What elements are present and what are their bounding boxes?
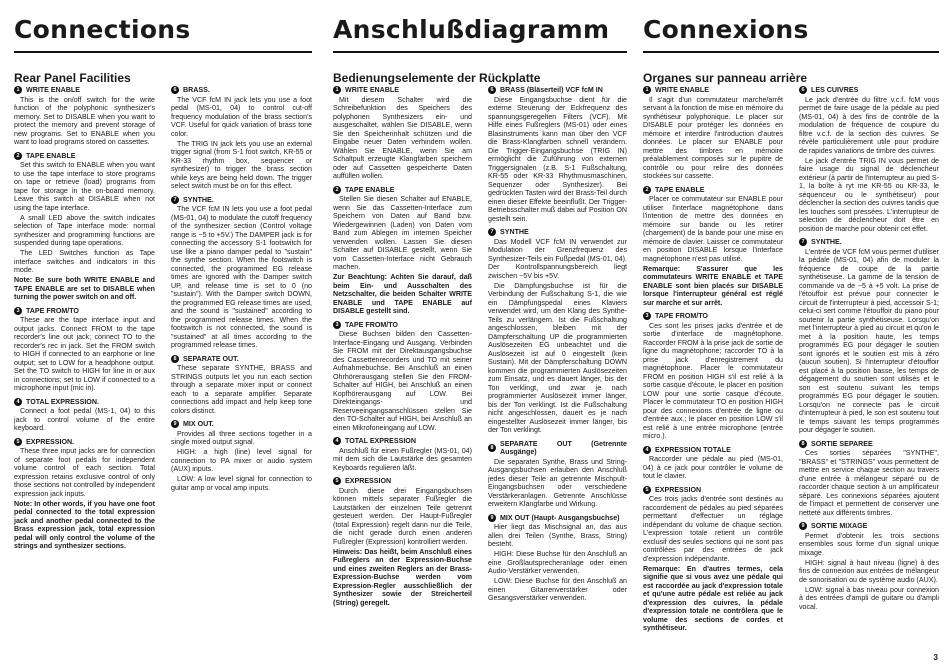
item-note: Note: In other words, if you have one foot pedal connected to the total expression jack and another pedal connected to the Brass expression jack, total expression pedal will only control the volume of the strings and synthesizer sections. bbox=[14, 499, 155, 550]
item-heading bbox=[14, 438, 155, 447]
item-heading bbox=[333, 477, 472, 486]
section-title: Connections bbox=[14, 15, 191, 44]
item-number-badge: 8 bbox=[799, 440, 807, 448]
control-item bbox=[14, 438, 155, 551]
item-number-badge: 7 bbox=[488, 228, 496, 236]
control-item bbox=[333, 321, 472, 433]
item-paragraph: Provides all three sections together in a single mixed output signal. bbox=[171, 429, 312, 446]
item-paragraph: Ces trois jacks d'entrée sont destinés au raccordement de pédales au pied séparées permettant d'effectuer un réglage indépendant du volume de chaque section. L'expression totale retient un contrôle exclusif des seules sections qui ne sont pas contrôlées par des entrées de jack d'expression indépendante. bbox=[643, 495, 783, 563]
item-paragraph: A small LED above the switch indicates selection of Tape interface mode: normal synthesizer and programming functions are suspended during tape operations. bbox=[14, 213, 155, 247]
item-paragraph: Die separaten Synthe, Brass und String-Ausgangsbuchsen erlauben den Anschluß jedes dieser Teile an getrennte Mischpult-Eingangsbuchsen oder verschiedene Verstärkeranlagen. Getrennte Anschlüsse erweitern Klangfarbe und Wirkung. bbox=[488, 457, 627, 508]
item-paragraph: HIGH: Diese Buchse für den Anschluß an eine Großlautsprecheranlage oder einen Audio-Verstärker verwenden. bbox=[488, 550, 627, 575]
item-title: EXPRESSION. bbox=[26, 437, 75, 446]
item-number-badge: 8 bbox=[488, 444, 496, 452]
control-item bbox=[171, 355, 312, 416]
item-heading bbox=[488, 514, 627, 523]
control-item bbox=[333, 437, 472, 472]
item-title: LES CUIVRES bbox=[811, 86, 859, 94]
item-title: WRITE ENABLE bbox=[26, 86, 80, 94]
control-item bbox=[643, 186, 783, 308]
item-paragraph: Diese Buchsen bilden den Cassetten-Interface-Eingang und Ausgang. Verbinden Sie FROM mit der Direktausgangsbuchse des Cassettenrecorders und TO mit seiner Aufnahmebuchse. Bei Anschluß an einen Ohrhörerausgang stellen Sie den FROM-Schalter auf HIGH, bei Anschluß an einen Kopfhörerausgang auf LOW. Bei Direkteingangs- und Reserveeingangsanschlüssen stellen Sie den TO-Schalter auf HIGH, bei Anschluß an einen Mikrofoneingang auf LOW. bbox=[333, 330, 472, 432]
text-column bbox=[14, 86, 155, 664]
item-number-badge: 6 bbox=[171, 86, 179, 94]
item-paragraph: L'entrée de VCF fcM vous permet d'utiliser la pédale (MS-01, 04) afin de moduler la fréquence de coupe de la partie synthétiseuse. La gamme de la tension de commande va de −5 à +5 volt. La prise de l'étouffoir est prévue pour connecter le circuit de l'interrupteur à pied, accessoir S-1; celui-ci sert comme l'étouffoir du piano pour soutenir la partie synthétiseuse. Lorsqu'on met l'interrupteur à pied au circuit et qu'on le met à la position haute, les temps programmés EG pour dégager le soutien sont ignorés et le soutien est mis à zéro (aucun soutien). Si l'interrupteur d'étouffoir est placé à la position basse, les temps de dégagement du soutien sont utilisés et le son est soutenu suivant les temps programmés EG pour dégager le soutien. Lorsqu'on ne connecte pas le circuit d'interrupteur à pied, le son est soutenu tout le temps suivant les temps programmés pour dégager le soutien. bbox=[799, 247, 939, 434]
text-column bbox=[171, 86, 312, 664]
item-heading bbox=[171, 355, 312, 364]
section-heading: Rear Panel Facilities bbox=[14, 71, 131, 85]
item-heading bbox=[14, 307, 155, 316]
item-heading bbox=[171, 196, 312, 205]
item-title: TAPE ENABLE bbox=[26, 151, 76, 160]
title-rule bbox=[14, 51, 312, 53]
item-heading bbox=[488, 440, 627, 457]
item-number-badge: 8 bbox=[171, 355, 179, 363]
item-heading bbox=[488, 86, 627, 95]
item-heading bbox=[643, 86, 783, 95]
item-number-badge: 4 bbox=[333, 437, 341, 445]
item-paragraph: Il s'agit d'un commutateur marche/arrêt servant à la fonction de mise en mémoire du synthétiseur polyphonique. Le placer sur DISABLE pour protéger les données en mémoire et interdire l'introduction d'autres données. Le placer sur ENABLE pour mettre des timbres en mémoire préalablement composés sur le pupitre de contrôle ou pour relire des données stockées sur cassette. bbox=[643, 95, 783, 180]
item-number-badge: 1 bbox=[333, 86, 341, 94]
item-paragraph: Diese Eingangsbuchse dient für die externe Steuerung der Eckfrequenz des spannungsgeregelten Filters (VCF). Mit Hilfe eines Fußreglers (MS-01) oder eines Blasinstruments kann man über den VCF die Brass-Klangfarben schnell verändern. Die Trigger-Eingangsbuchse (TRIG IN) ermöglicht die Zuführung von externen Triggersignalen (z.B. S-1 Fußschaltung, KR-55 oder KR-33 Rhythmusmaschinen, Sequenzer oder Synthesizer). Bei gedrückten Tasten wird der Brass-Teil durch einen dieser Effekte beeinflußt. Der Trigger-Betriebsschalter muß dabei auf Position ON gestellt sein. bbox=[488, 95, 627, 223]
item-number-badge: 5 bbox=[643, 486, 651, 494]
item-heading bbox=[14, 398, 155, 407]
item-heading bbox=[488, 228, 627, 237]
item-paragraph: These three input jacks are for connection of separate foot pedals for independent volume control of each section. Total expression retains exclusive control of only those sections not controlled by independent expression jack inputs. bbox=[14, 447, 155, 498]
item-title: MIX OUT (Haupt- Ausgangsbuchse) bbox=[500, 513, 620, 522]
page-number: 3 bbox=[933, 653, 938, 662]
item-paragraph: These separate SYNTHE, BRASS and STRINGS outputs let you run each section through a separate mixer input or connect each to a separate amplifier. Separate connections add impact and help keep tone colors distinct. bbox=[171, 364, 312, 415]
item-paragraph: LOW: A low level signal for connection to guitar amp or vocal amp inputs. bbox=[171, 475, 312, 492]
item-paragraph: This is the on/off switch for the write function of the polyphonic synthesizer's memory. Set to DISABLE when you want to protect the memory and prevent storage of new programs. Set to ENABLE when you want to load programs stored on cassettes. bbox=[14, 95, 155, 146]
item-title: BRASS (Bläserteil) VCF fcM IN bbox=[500, 86, 603, 94]
item-paragraph: HIGH: signal à haut niveau (ligne) à des fins de connexion aux entrées de mélangeur de sonorisation ou de système audio (AUX). bbox=[799, 558, 939, 584]
text-column bbox=[333, 86, 472, 664]
item-title: EXPRESSION bbox=[345, 477, 392, 485]
item-heading bbox=[171, 420, 312, 429]
item-title: SYNTHE bbox=[500, 228, 529, 236]
item-paragraph: HIGH: a high (line) level signal for connection to PA mixer or audio system (AUX) inputs. bbox=[171, 448, 312, 473]
control-item bbox=[799, 86, 939, 233]
control-item bbox=[14, 307, 155, 393]
item-number-badge: 5 bbox=[333, 477, 341, 485]
item-number-badge: 3 bbox=[643, 312, 651, 320]
text-column bbox=[488, 86, 627, 664]
item-note: Hinweis: Das heißt, beim Anschluß eines Fußreglers an der Expression-Buchse und eines zweiten Reglers an der Brass-Expression-Buchse werden vom Expression-Regler ausschließlich der Synthesizer sowie der Streicherteil (String) geregelt. bbox=[333, 547, 472, 607]
item-number-badge: 1 bbox=[14, 86, 22, 94]
item-title: TOTAL EXPRESSION bbox=[345, 437, 416, 445]
item-heading bbox=[643, 486, 783, 495]
item-paragraph: Placer ce commutateur sur ENABLE pour utiliser l'interface magnétophone dans l'intention de mettre des données en mémoire sur bande ou les retirer (chargement) de la bande pour une mise en mémoire de clavier. Laisser ce commutateur en position DISABLE lorsque l'interface magnétophone n'est pas utilisé. bbox=[643, 195, 783, 263]
item-title: WRITE ENABLE bbox=[655, 86, 709, 94]
section-fr bbox=[643, 0, 939, 668]
text-column bbox=[799, 86, 939, 664]
item-paragraph: Ces sont les prises jacks d'entrée et de sortie d'interface de magnétophone. Raccorder FROM à la prise jack de sortie de ligne du magnétophone; raccorder TO à la prise jack d'enregistrement du magnétophone. Placer le commutateur FROM en position HIGH s'il est relié à la sortie casque d'écoute, le placer en position LOW pour une sortie casque d'écoute. Placer le commutateur TO en position HIGH pour des connexions d'entrée de ligne ou d'entrée aux.; le placer en position LOW s'il est relié à une entrée microphone (entrée micro.). bbox=[643, 321, 783, 440]
section-title: Anschlußdiagramm bbox=[333, 15, 610, 44]
control-item bbox=[14, 152, 155, 302]
item-number-badge: 6 bbox=[488, 86, 496, 94]
item-paragraph: Stellen Sie diesen Schalter auf ENABLE, wenn Sie das Cassetten-Interface zum Speichern von Daten auf Band bzw. Wiedergewinnen (Laden) von Daten vom Band zum Ablegen im internen Speicher verwenden wollen. Lassen Sie diesen Schalter auf DISABLE gestellt, wenn Sie vom Cassetten-Interface nicht Gebrauch machen. bbox=[333, 195, 472, 271]
item-paragraph: The VCF fcM IN lets you use a foot pedal (MS-01, 04) to modulate the cutoff frequency of the synthesizer section (Control voltage range is −5 to +5V.) The DAMPER jack is for connecting the accessory S-1 footswitch for use like a piano damper pedal to "sustain" the synthe section. When the footswitch is connected, the programmed EG release times are ignored with the Damper switch UP, and release time is set to 0 (no "sustain"). With the Damper switch DOWN, the programmed EG release times are used, and the sound is "sustained" according to the programmed release times. When the footswitch is not connected, the sound is "sustained" at all times according to the programmed release times. bbox=[171, 205, 312, 349]
item-number-badge: 9 bbox=[171, 420, 179, 428]
item-number-badge: 9 bbox=[799, 522, 807, 530]
item-note: Remarque: S'assurer que les commutateurs WRITE ENABLE et TAPE ENABLE sont bien placés sur DISABLE lorsque l'interrupteur général est réglé sur marche et sur arrêt. bbox=[643, 264, 783, 307]
item-paragraph: The TRIG IN jack lets you use an external trigger signal (from S-1 foot switch, KR-55 or KR-33 rhythm box, sequencer or synthesizer) to trigger the brass section while keys are being held down. The trigger select switch must be on for this effect. bbox=[171, 139, 312, 190]
item-heading bbox=[333, 86, 472, 95]
item-title: TAPE FROM/TO bbox=[655, 312, 708, 320]
item-number-badge: 1 bbox=[643, 86, 651, 94]
item-heading bbox=[799, 522, 939, 531]
item-number-badge: 2 bbox=[14, 152, 22, 160]
item-paragraph: Das Modell VCF fcM IN verwendet zur Modulation der Grenzfrequenz des Synthesizer-Teils ein Fußpedal (MS-01, 04). Der Kontrollspannungsbereich liegt zwischen −5V bis +5V. bbox=[488, 237, 627, 280]
control-item bbox=[333, 477, 472, 607]
item-heading bbox=[643, 312, 783, 321]
section-heading: Bedienungselemente der Rückplatte bbox=[333, 71, 541, 85]
item-paragraph: The VCF fcM IN jack lets you use a foot pedal (MS-01, 04) to control cut-off frequency modulation of the brass section's VCF. Useful for quick variation of brass tone color. bbox=[171, 95, 312, 138]
item-title: SYNTHE. bbox=[183, 195, 214, 204]
control-item bbox=[14, 398, 155, 433]
item-paragraph: Le jack d'entrée TRIG IN vous permet de faire usage du signal de déclencheur extérieur (à partir de l'interrupteur au pied S-1, la boîte à ryt me KR-55 ou KR-33, le séquenceur ou le synthétiseur) pour déclencher la section des cuivres tandis que les touches sont pressées. L'interrupteur de sélection de déclencheur doit être en position de marche pour obtenir cet effet. bbox=[799, 156, 939, 233]
item-number-badge: 2 bbox=[333, 186, 341, 194]
item-title: SEPARATE OUT. bbox=[183, 354, 239, 363]
control-item bbox=[333, 186, 472, 316]
item-note: Zur Beachtung: Achten Sie darauf, daß beim Ein- und Ausschalten des Netzschalter, die beiden Schalter WRITE ENABLE und TAPE ENABLE auf DISABLE gestellt sind. bbox=[333, 273, 472, 315]
item-paragraph: These are the tape interface input and output jacks. Connect FROM to the tape recorder's line out jack; connect TO to the recorder's rec in jack. Set the FROM switch to HIGH if connected to an earphone or line output; set to LOW for a headphone output. Set the TO switch to HIGH for line in or aux in connections; set to LOW if connected to a microphone input (mic in). bbox=[14, 316, 155, 392]
item-paragraph: Die Dämpfungsbuchse ist für die Verbindung der Fußschaltung S-1, die wie ein Dämpfungspedal eines Klaviers verwendet wird, um den Klang des Synthe-Teils zu verlängern. Ist die Fußschaltung angeschlossen, bleiben mit der Dämpferschaltung UP die programmierten Auslösezeiten EG unbeachtet und die Auslösezeit ist auf 0 eingestellt (kein Sustain). Mit der Dämpferschaltung DOWN kommen die programmierten Auslösezeiten zum Einsatz, und es dauert länger, bis der Ton verklingt, und zwar je nach programmierter Auslösezeit immer länger, bis der Ton verklingt. Ist die Fußschaltung nicht angeschlossen, dauert es je nach eingestellter Auslösezeit immer länger, bis der Ton verklingt. bbox=[488, 281, 627, 434]
item-title: EXPRESSION bbox=[655, 485, 702, 494]
control-item bbox=[799, 238, 939, 435]
item-number-badge: 5 bbox=[14, 438, 22, 446]
item-number-badge: 9 bbox=[488, 514, 496, 522]
item-title: WRITE ENABLE bbox=[345, 86, 399, 94]
item-title: SYNTHE. bbox=[811, 238, 842, 246]
text-column bbox=[643, 86, 783, 664]
control-item bbox=[171, 196, 312, 350]
item-paragraph: Set this switch to ENABLE when you want to use the tape interface to store programs on tape or retrieve (load) programs from tape for storage in the on-board memory. Leave this switch at DISABLE when not using the tape interface. bbox=[14, 161, 155, 212]
section-title: Connexions bbox=[643, 15, 809, 44]
item-title: TAPE ENABLE bbox=[345, 185, 395, 194]
control-item bbox=[488, 514, 627, 603]
item-paragraph: Permet d'obtenir les trois sections ensembles sous forme d'un signal unique mixage. bbox=[799, 531, 939, 557]
section-de bbox=[333, 0, 627, 668]
control-item bbox=[643, 312, 783, 441]
title-rule bbox=[333, 51, 627, 53]
item-paragraph: Durch diese drei Eingangsbuchsen können mittels separater Fußregler die Lautstärken der einzelnen Teile getrennt gesteuert werden. Der Haupt-Fußregler (total Expression) regelt dann nur die Teile, die nicht gerade durch einen anderen Fußregler (Expression) kontrolliert werden. bbox=[333, 486, 472, 546]
item-heading bbox=[643, 186, 783, 195]
item-title: TAPE FROM/TO bbox=[345, 320, 398, 329]
control-item bbox=[488, 86, 627, 223]
item-number-badge: 4 bbox=[14, 398, 22, 406]
item-paragraph: Le jack d'entrée du filtre v.c.f. fcM vous permet de faire usage de la pédale au pied (MS-01, 04) à des fins de contrôle de la modulation de fréquence de coupure du filtre v.c.f. de la section des cuivres. Se révèle particulièrement utile pour produire de rapides variations de timbre des cuivres. bbox=[799, 95, 939, 155]
item-title: SORTIE SEPAREE bbox=[811, 439, 873, 448]
item-heading bbox=[14, 152, 155, 161]
item-number-badge: 3 bbox=[333, 321, 341, 329]
item-paragraph: Raccorder une pédale au pied (MS-01, 04) à ce jack pour contrôler le volume de tout le clavier. bbox=[643, 455, 783, 480]
item-paragraph: LOW: Diese Buchse für den Anschluß an einen Gitarrenverstärker oder Gesangsverstärker verwenden. bbox=[488, 577, 627, 602]
item-number-badge: 7 bbox=[799, 238, 807, 246]
control-item bbox=[171, 420, 312, 492]
item-paragraph: LOW: signal à bas niveau pour connexion à des entrées d'ampli de guitare ou d'ampli vocal. bbox=[799, 585, 939, 611]
title-rule bbox=[643, 51, 939, 53]
control-item bbox=[799, 522, 939, 611]
item-title: TOTAL EXPRESSION. bbox=[26, 397, 99, 406]
item-heading bbox=[333, 321, 472, 330]
item-title: MIX OUT. bbox=[183, 420, 214, 428]
control-item bbox=[799, 440, 939, 518]
section-heading: Organes sur panneau arrière bbox=[643, 71, 808, 85]
item-title: SEPARATE OUT (Getrennte Ausgänge) bbox=[500, 439, 627, 456]
item-title: BRASS. bbox=[183, 86, 210, 94]
control-item bbox=[643, 446, 783, 481]
item-paragraph: Connect a foot pedal (MS-1, 04) to this jack to control volume of the entire keyboard. bbox=[14, 407, 155, 432]
item-number-badge: 2 bbox=[643, 186, 651, 194]
item-heading bbox=[14, 86, 155, 95]
section-en bbox=[14, 0, 312, 668]
item-title: EXPRESSION TOTALE bbox=[655, 445, 731, 454]
item-heading bbox=[799, 440, 939, 449]
item-heading bbox=[333, 437, 472, 446]
control-item bbox=[488, 440, 627, 509]
item-paragraph: The LED Switches function as Tape interface switches and indicators in this mode. bbox=[14, 249, 155, 274]
item-number-badge: 7 bbox=[171, 196, 179, 204]
item-heading bbox=[799, 86, 939, 95]
item-paragraph: Anschluß für einen Fußregler (MS-01, 04) mit dem sich die Lautstärke des gesamten Keyboards regulieren läßt. bbox=[333, 446, 472, 472]
item-heading bbox=[799, 238, 939, 247]
item-heading bbox=[643, 446, 783, 455]
item-title: TAPE FROM/TO bbox=[26, 306, 79, 315]
control-item bbox=[643, 486, 783, 633]
control-item bbox=[643, 86, 783, 181]
control-item bbox=[171, 86, 312, 191]
item-paragraph: Hier liegt das Mischsignal an, das aus allen drei Teilen (Synthe, Brass, String) besteht. bbox=[488, 523, 627, 548]
control-item bbox=[488, 228, 627, 435]
item-heading bbox=[171, 86, 312, 95]
control-item bbox=[333, 86, 472, 181]
item-heading bbox=[333, 186, 472, 195]
item-number-badge: 4 bbox=[643, 446, 651, 454]
item-note: Note: Be sure both WRITE ENABLE and TAPE ENABLE are set to DISABLE when turning the power switch on and off. bbox=[14, 276, 155, 301]
item-number-badge: 6 bbox=[799, 86, 807, 94]
control-item bbox=[14, 86, 155, 147]
item-number-badge: 3 bbox=[14, 307, 22, 315]
item-paragraph: Mit diesem Schalter wird die Schreibefunktion des Speichers des polyphonen Synthesizers ein- und ausgeschaltet, wählen Sie DISABLE, wenn Sie den Speicherinhalt schützen und die Eingabe neuer Daten verhindern wollen. Wählen Sie ENABLE, wenn Sie am Schaltpult erzeugte Klangfarben speichern oder auf Cassetten gespeicherte Daten auffüllen wollen. bbox=[333, 95, 472, 180]
item-title: TAPE ENABLE bbox=[655, 185, 705, 194]
item-paragraph: Ces sorties séparées "SYNTHE", "BRASS" et "STRINGS" vous permettent de mettre en service chaque section au travers d'une entrée à mélangeur séparé ou de raccorder chaque section à un amplificateur séparé. Les connexions séparées ajoutent de l'impact et permettent de conserver une netteté aux différents timbres. bbox=[799, 449, 939, 517]
item-title: SORTIE MIXAGE bbox=[811, 522, 868, 530]
item-note: Remarque: En d'autres termes, cela signifie que si vous avez une pédale qui est raccordée au jack d'expression totale et qu'une autre pédale est reliée au jack d'expression des cuivres, la pédale d'expression totale ne contrôlera que le volume des sections de cordes et synthétiseur. bbox=[643, 564, 783, 632]
